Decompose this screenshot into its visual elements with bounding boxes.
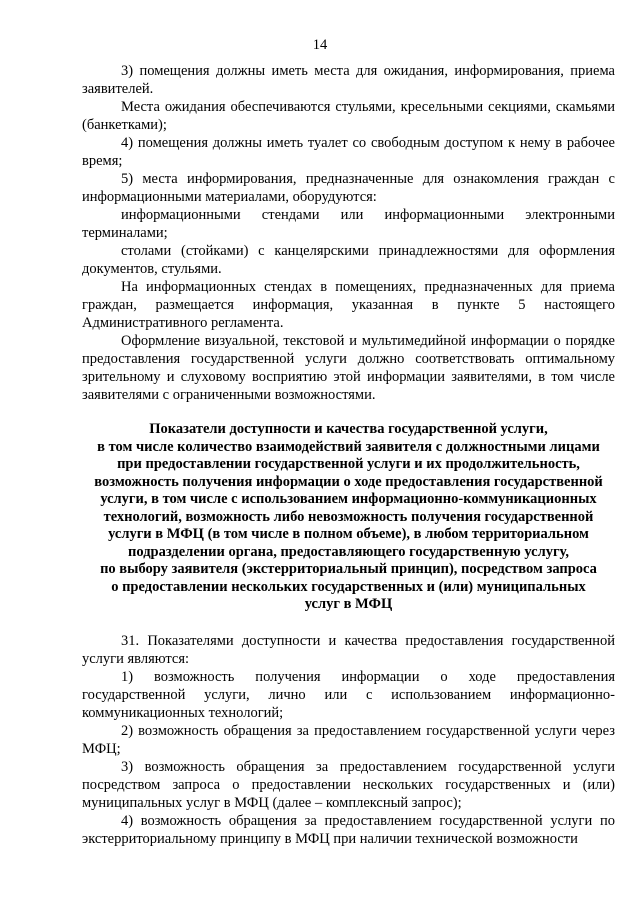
heading-line: услуг в МФЦ bbox=[304, 596, 393, 612]
paragraph-indicator-4: 4) возможность обращения за предоставлением государственной услуги по экстерриториальному принципу в МФЦ при наличии технической возможности bbox=[82, 812, 615, 847]
paragraph-information-places: 5) места информирования, предназначенные для ознакомления граждан с информационными материалами, оборудуются: bbox=[82, 171, 615, 205]
paragraph-indicator-1: 1) возможность получения информации о ходе предоставления государственной услуги, лично или с использованием информационно-коммуникационных технологий; bbox=[82, 668, 615, 721]
heading-line: технологий, возможность либо невозможность получения государственной bbox=[103, 508, 594, 525]
heading-line: подразделении органа, предоставляющего государственную услугу, bbox=[128, 543, 569, 560]
paragraph-desks: столами (стойками) с канцелярскими принадлежностями для оформления документов, стульями. bbox=[82, 243, 615, 277]
section-heading bbox=[82, 421, 615, 614]
heading-line: при предоставлении государственной услуги и их продолжительность, bbox=[117, 456, 580, 472]
paragraph-toilet: 4) помещения должны иметь туалет со свободным доступом к нему в рабочее время; bbox=[82, 135, 615, 169]
heading-line: Показатели доступности и качества государственной услуги, bbox=[149, 421, 548, 437]
heading-line: услуги в МФЦ (в том числе в полном объеме), в любом территориальном bbox=[108, 526, 589, 542]
paragraph-indicator-3: 3) возможность обращения за предоставлением государственной услуги посредством запроса о предоставлении нескольких государственных и (или) муниципальных услуг в МФЦ (далее – комплексный запрос); bbox=[82, 758, 615, 811]
page-content bbox=[82, 62, 615, 848]
page-number: 14 bbox=[312, 37, 328, 53]
heading-line: услуги, в том числе с использованием информационно-коммуникационных bbox=[100, 491, 597, 507]
heading-line: по выбору заявителя (экстерриториальный принцип), посредством запроса bbox=[100, 561, 597, 577]
paragraph-multimedia-design: Оформление визуальной, текстовой и мультимедийной информации о порядке предоставления государственной услуги должно соответствовать оптимальному зрительному и слуховому восприятию этой информации заявителями, в том числе заявителями с ограниченными возможностями. bbox=[82, 333, 615, 403]
paragraph-item-31: 31. Показателями доступности и качества предоставления государственной услуги являются: bbox=[82, 632, 615, 667]
heading-line: о предоставлении нескольких государственных и (или) муниципальных bbox=[111, 578, 586, 595]
paragraph-stand-information: На информационных стендах в помещениях, предназначенных для приема граждан, размещается информация, указанная в пункте 5 настоящего Административного регламента. bbox=[82, 279, 615, 331]
paragraph-seating: Места ожидания обеспечиваются стульями, кресельными секциями, скамьями (банкетками); bbox=[82, 99, 615, 133]
paragraph-waiting-areas: 3) помещения должны иметь места для ожидания, информирования, приема заявителей. bbox=[82, 63, 615, 97]
paragraph-info-stands: информационными стендами или информационными электронными терминалами; bbox=[82, 207, 615, 241]
heading-line: возможность получения информации о ходе предоставления государственной bbox=[94, 473, 603, 490]
paragraph-indicator-2: 2) возможность обращения за предоставлением государственной услуги через МФЦ; bbox=[82, 722, 615, 757]
heading-line: в том числе количество взаимодействий заявителя с должностными лицами bbox=[97, 438, 600, 455]
